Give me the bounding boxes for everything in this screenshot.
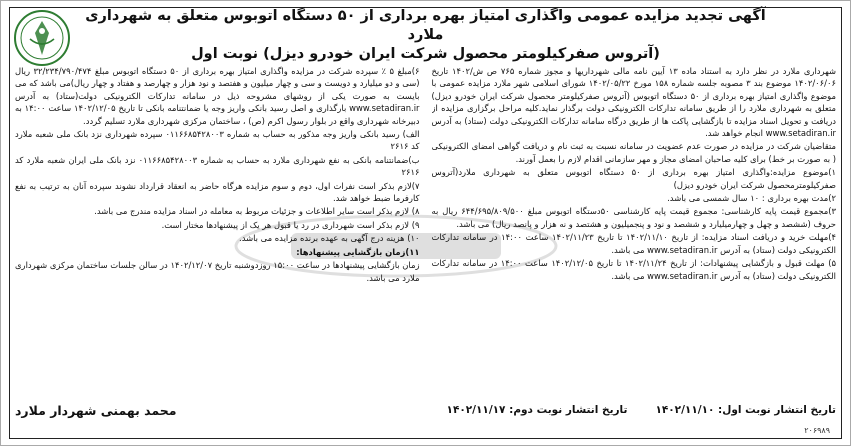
ad-title [81, 7, 770, 64]
ad-body [15, 65, 836, 393]
registration-paragraph: متقاضیان شرکت در مزایده در صورت عدم عضویت در سامانه نسبت به ثبت نام و دریافت گواهی امضای الکترونیکی ( به صورت بر خط) برای کلیه صاحبان امضای مجاز و مهر سازمانی اقدام لازم را بعمل آورند. [431, 141, 836, 164]
item-details: ۸) لازم بذکر است سایر اطلاعات و جزئیات مربوط به معامله در اسناد مزایده مندرج می باشد. [94, 206, 420, 217]
item-document-deadline: ۴)مهلت خرید و دریافت اسناد مزایده: از تاریخ ۱۴۰۲/۱۱/۱۰ تا تاریخ ۱۴۰۲/۱۱/۲۳ ساعت ۱۴:۰۰ در سامانه تدارکات الکترونیکی دولت (ستاد) به آدرس www.setadiran.ir می باشد. [431, 232, 836, 255]
intro-paragraph: شهرداری ملارد در نظر دارد به استناد ماده ۱۳ آیین نامه مالی شهرداریها و مجوز شماره ۷۶۵ ص ش/۱۴۰۲ تاریخ ۱۴۰۲/۰۶/۰۶ موضوع بند ۳ مصوبه جلسه شماره ۱۵۸ مورخ ۱۴۰۲/۰۵/۲۲ شورای اسلامی شهر ملارد مزایده عمومی با موضوع واگذاری امتیاز بهره برداری از ۵۰ دستگاه اتوبوس (آتروس صفرکیلومتر محصول شرکت ایران خودرو دیزل) متعلق به شهرداری ملارد را از طریق سامانه تدارکات الکترونیکی دولت برگذار نماید.کلیه مراحل برگزاری مزایده از دریافت و تحویل اسناد مزایده تا بازگشایی پاکت ها از طریق درگاه سامانه تدارکات الکترونیکی دولت (ستاد) به آدرس www.setadiran.ir انجام خواهد شد. [431, 66, 836, 139]
item-opening-heading: ۱۱)زمان بازگشایی پیشنهادها: [296, 246, 420, 257]
item-rights: ۹) لازم بذکر است شهرداری در رد یا قبول هر یک از پیشنهادها مختار است. [161, 219, 420, 230]
item-subject: ۱)موضوع مزایده:واگذاری امتیاز بهره برداری از ۵۰ دستگاه اتوبوس متعلق به شهرداری ملارد(آتروس صفرکیلومترمحصول شرکت ایران خودرو دیزل) [431, 167, 836, 190]
ad-footer [15, 399, 836, 421]
title-line-2: (آتروس صفرکیلومتر محصول شرکت ایران خودرو دیزل) نوبت اول [191, 46, 660, 62]
item-duration: ۲)مدت بهره برداری : ۱۰ سال شمسی می باشد. [667, 193, 836, 204]
publication-dates [447, 404, 836, 416]
item-bid-deadline: ۵) مهلت قبول و بازگشایی پیشنهادات: از تاریخ ۱۴۰۲/۱۱/۲۴ تا تاریخ ۱۴۰۲/۱۲/۰۵ ساعت ۱۴:۰۰ در سامانه تدارکات الکترونیکی دولت (ستاد) به آدرس www.setadiran.ir می باشد. [431, 258, 836, 281]
municipality-emblem-icon [13, 9, 71, 67]
item-forfeit: ۷)لازم بذکر است نفرات اول، دوم و سوم مزایده هرگاه حاضر به انعقاد قرارداد نشوند سپرده آنان به ترتیب به نفع کارفرما ضبط خواهد شد. [15, 180, 420, 204]
item-ad-cost: ۱۰) هزینه درج آگهی به عهده برنده مزایده می باشد. [239, 233, 420, 244]
item-deposit: ۶)مبلغ ۵ ٪ سپرده شرکت در مزایده واگذاری امتیاز بهره برداری از ۵۰ دستگاه اتوبوس مبلغ ۳۲/۲۳۴/۷۹۰/۴۷۴ ریال (سی و دو میلیارد و دویست و سی و چهار میلیون و هفتصد و نود هزار و چهارصد و هفتاد و چهار ریال)می باشد که می بایست به صورت یکی از روشهای مشروحه ذیل در سامانه تدارکات الکترونیکی دولت(ستاد) به آدرس www.setadiran.ir بارگذاری و اصل رسید بانکی واریز وجه یا ضمانتنامه بانکی تا تاریخ ۱۴۰۲/۱۲/۰۵ ساعت ۱۴:۰۰ به دبیرخانه شهرداری واقع در بلوار رسول اکرم (ص) ، ساختمان مرکزی شهرداری ملارد تسلیم گردد. [15, 66, 420, 126]
left-column [15, 65, 420, 393]
item-deposit-option-b: ب)ضمانتنامه بانکی به نفع شهرداری ملارد به حساب به شماره ۰۱۱۶۶۸۵۴۲۸۰۰۳ نزد بانک ملی ایران شعبه ملارد کد ۲۶۱۶ [15, 154, 420, 178]
item-deposit-option-a: الف) رسید بانکی واریز وجه مذکور به حساب به شماره ۰۱۱۶۶۸۵۴۲۸۰۰۳ سپرده شهرداری نزد بانک ملی شعبه ملارد کد ۲۶۱۶ [15, 129, 420, 152]
item-opening-time: زمان بازگشایی پیشنهادها در ساعت ۱۵:۰۰ روزدوشنبه تاریخ ۱۴۰۲/۱۲/۰۷ در سالن جلسات ساختمان مرکزی شهرداری ملارد می باشد. [15, 260, 420, 283]
ad-code: ۲۰۶۹۸۹ [804, 426, 830, 435]
first-publication-date: تاریخ انتشار نوبت اول: ۱۴۰۲/۱۱/۱۰ [655, 404, 836, 416]
mayor-signature: محمد بهمنی شهردار ملارد [15, 402, 177, 418]
right-column [432, 65, 837, 393]
second-publication-date: تاریخ انتشار نوبت دوم: ۱۴۰۲/۱۱/۱۷ [446, 404, 628, 416]
item-base-price: ۳)مجموع قیمت پایه کارشناسی: مجموع قیمت پایه کارشناسی ۵۰دستگاه اتوبوس مبلغ ۶۴۴/۶۹۵/۸۰۹/۵۰۰ ریال به حروف (ششصد و چهل و چهارمیلیارد و ششصد و نود و پنجمیلیون و هشتصد و نه هزار و پانصد ریال) می باشد. [431, 206, 836, 229]
title-line-1: آگهی تجدید مزایده عمومی واگذاری امتیاز بهره برداری از ۵۰ دستگاه اتوبوس متعلق به شهرداری ملارد [85, 8, 766, 43]
